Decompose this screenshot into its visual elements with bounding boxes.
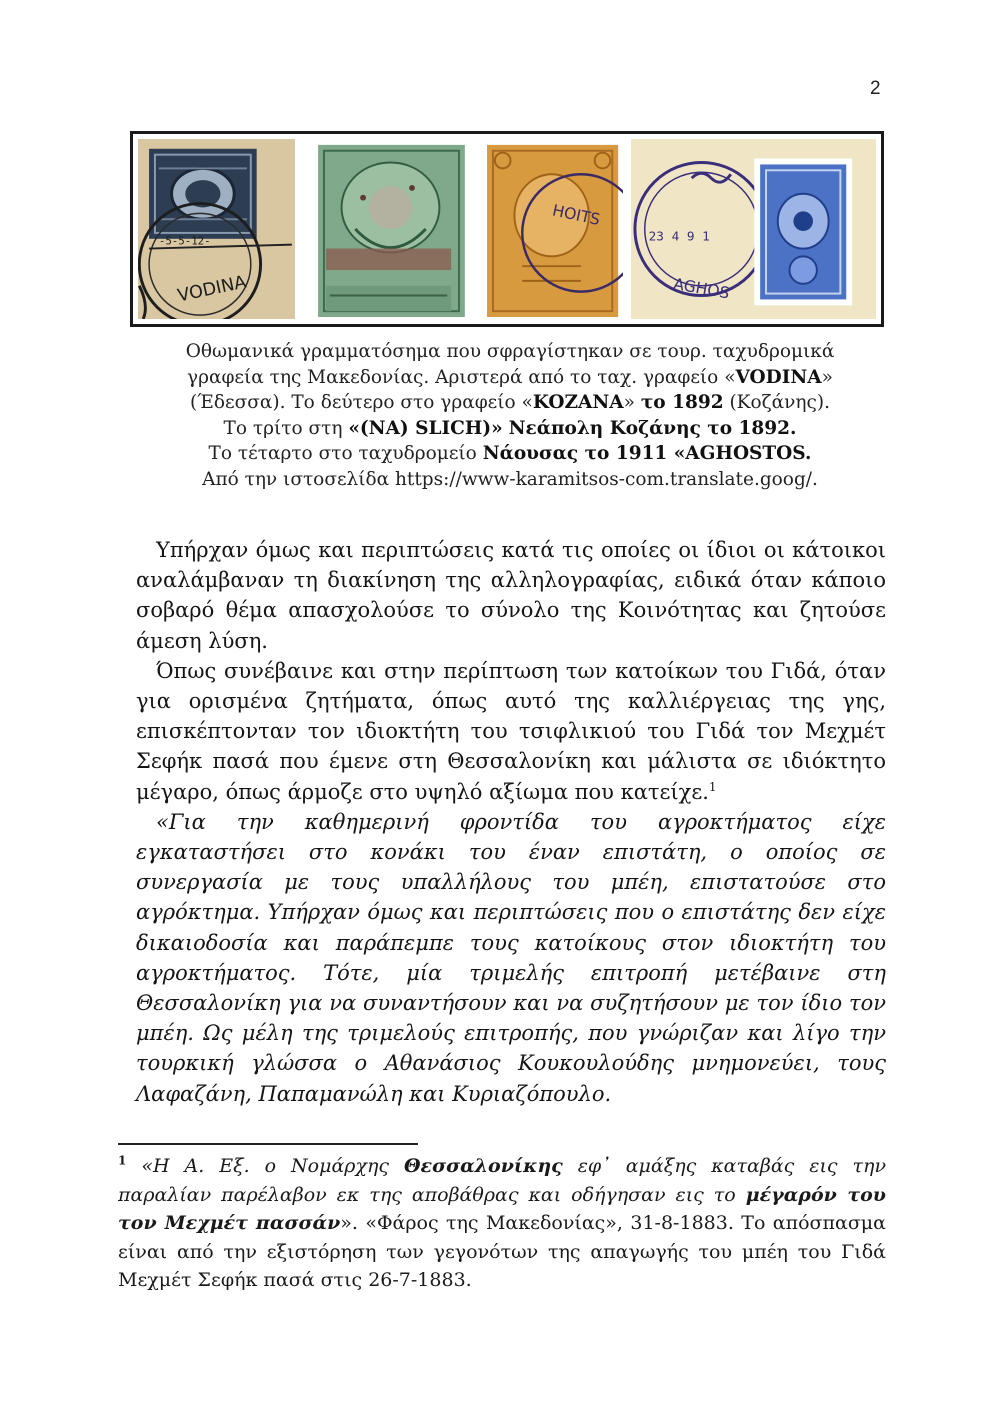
stamp-aghostos-image	[631, 139, 876, 319]
footnote-divider	[118, 1143, 418, 1145]
stamp-aghostos-date: 23 4 9 1	[649, 228, 711, 244]
stamp-figure	[130, 131, 884, 327]
stamp-vodina-postmark: VODINA	[175, 272, 249, 307]
quoted-paragraph: «Για την καθημερινή φροντίδα του αγροκτήματος είχε εγκαταστήσει στο κονάκι του έναν επιστάτη, ο οποίος σε συνεργασία με τους υπαλλήλους του μπέη, επιστατούσε στο αγρόκτημα. Υπήρχαν όμως και περιπτώσεις που ο επιστάτης δεν είχε δικαιοδοσία και παράπεμπε τους κατοίκους στον ιδιοκτήτη του αγροκτήματος. Τότε, μία τριμελής επιτροπή μετέβαινε στη Θεσσαλονίκη για να συναντήσουν και να συζητήσουν με τον ίδιο τον μπέη. Ως μέλη της τριμελούς επιτροπής, που γνώριζαν και λίγο την τουρκική γλώσσα ο Αθανάσιος Κουκουλούδης μνημονεύει, τους Λαφαζάνη, Παπαμανώλη και Κυριαζόπουλο.	[136, 809, 886, 1106]
caption-line: Το τέταρτο στο ταχυδρομείο Νάουσας το 1911 «AGHOSTOS.	[208, 443, 812, 465]
body-text	[136, 535, 886, 1109]
stamp-aghostos-postmark: AGHOS	[672, 273, 732, 303]
footnote-reference[interactable]: 1	[708, 779, 717, 794]
stamp-slich-postmark: HOITS	[550, 200, 603, 230]
stamp-vodina-image	[138, 139, 295, 319]
footnote-marker: 1	[118, 1153, 127, 1168]
caption-line: Από την ιστοσελίδα https://www-karamitsos-com.translate.goog/.	[202, 468, 818, 490]
caption-line: γραφεία της Μακεδονίας. Αριστερά από το ταχ. γραφείο «VODINA»	[187, 366, 833, 388]
caption-line: Το τρίτο στη «(NA) SLICH)» Νεάπολη Κοζάνης το 1892.	[223, 417, 797, 439]
paragraph: Όπως συνέβαινε και στην περίπτωση των κατοίκων του Γιδά, όταν για ορισμένα ζητήματα, όπως αυτό της καλλιέργειας της γης, επισκέπτονταν τον ιδιοκτήτη του τσιφλικιού του Γιδά τον Μεχμέτ Σεφήκ πασά που έμενε στη Θεσσαλονίκη και μάλιστα σε ιδιόκτητο μέγαρο, όπως άρμοζε στο υψηλό αξίωμα που κατείχε.$^1$	[136, 658, 886, 804]
caption-line: Οθωμανικά γραμματόσημα που σφραγίστηκαν σε τουρ. ταχυδρομικά	[185, 341, 835, 362]
stamp-vodina-date: -5-5-12-	[158, 234, 211, 248]
page-number: 2	[870, 78, 881, 99]
stamp-kozana-image	[303, 139, 474, 319]
footnote-text: $^1$ «Η Α. Εξ. ο Νομάρχης Θεσσαλονίκης εφ᾽ αμάξης καταβάς εις την παραλίαν παρέλαβον εκ της αποβάθρας και οδήγησαν εις το μέγαρόν του τον Μεχμέτ πασσάν». «Φάρος της Μακεδονίας», 31-8-1883. Το απόσπασμα είναι από την εξιστόρηση των γεγονότων της απαγωγής του μπέη του Γιδά Μεχμέτ Σεφήκ πασά στις 26-7-1883.	[118, 1153, 886, 1291]
stamp-slich-image	[482, 139, 623, 319]
figure-caption	[118, 339, 902, 493]
caption-line: (Έδεσσα). Το δεύτερο στο γραφείο «KOZANA» το 1892 (Κοζάνης).	[190, 392, 830, 414]
footnote	[118, 1152, 886, 1295]
paragraph: Υπήρχαν όμως και περιπτώσεις κατά τις οποίες οι ίδιοι οι κάτοικοι αναλάμβαναν τη διακίνηση της αλληλογραφίας, ειδικά όταν κάποιο σοβαρό θέμα απασχολούσε το σύνολο της Κοινότητας και ζητούσε άμεση λύση.	[136, 538, 886, 653]
